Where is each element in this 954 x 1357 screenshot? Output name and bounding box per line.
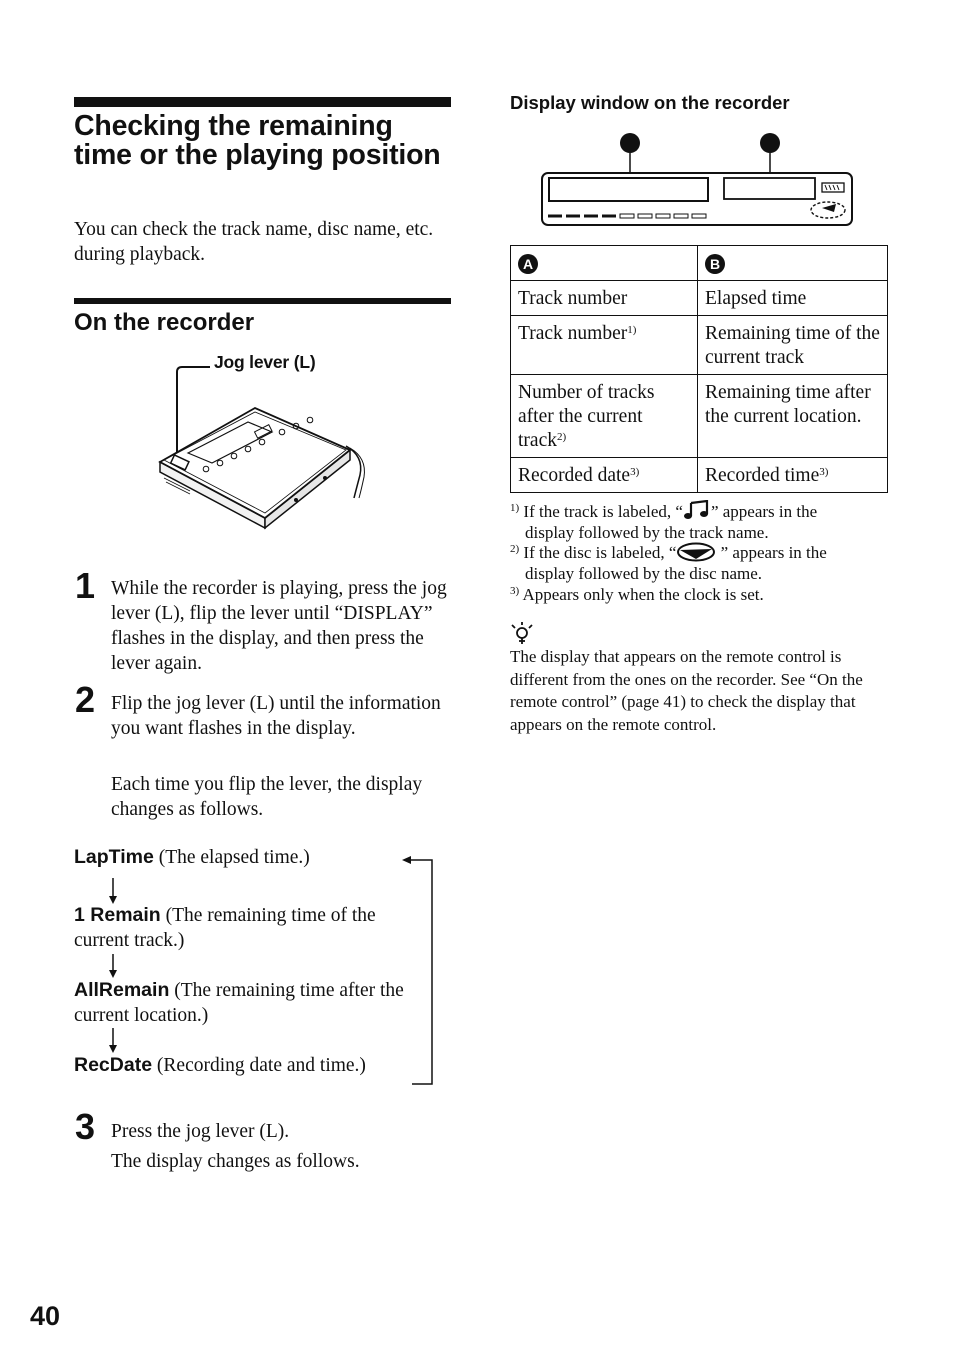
cell-text: Recorded time [705,465,820,486]
sequence-name: AllRemain [74,979,170,1001]
display-window-title: Display window on the recorder [510,92,790,113]
footnote-text: Appears only when the clock is set. [522,585,764,604]
sequence-desc: (The remaining time after the current location.) [74,980,404,1026]
cell-footnote-mark: 3) [630,466,640,478]
sequence-desc: (Recording date and time.) [156,1055,366,1076]
sequence-desc: (The elapsed time.) [158,847,310,868]
table-cell [698,458,888,493]
table-cell [698,281,888,316]
table-header-b [698,246,888,281]
footnote-mark: 2) [510,543,520,555]
sequence-name: 1 Remain [74,904,161,926]
table-cell [511,281,698,316]
cell-footnote-mark: 2) [556,431,567,443]
step-1-number: 1 [75,565,96,606]
footnote-2 [510,542,890,584]
sequence-name: LapTime [74,846,154,868]
display-window-diagram [540,132,860,232]
badge-a: A [518,254,538,274]
section-rule [74,298,451,304]
cell-text: Elapsed time [705,288,807,309]
cell-text: Remaining time of the current track [705,323,880,368]
footnote-3 [510,584,890,605]
step-2-number: 2 [75,679,96,720]
table-cell [511,458,698,493]
table-header-row [511,246,888,281]
table-row [511,458,888,493]
heading-rule [74,97,451,107]
footnote-1 [510,500,890,543]
display-table [510,245,888,493]
table-row [511,316,888,375]
table-row [511,375,888,458]
footnote-text: display followed by the disc name. [525,564,763,583]
table-cell [698,375,888,458]
cell-text: Track number [518,323,628,344]
footnote-text: ” appears in the [710,502,818,521]
footnote-text: If the disc is labeled, “ [523,543,677,562]
page-heading: Checking the remaining time or the playing position [74,110,441,171]
lightbulb-icon [510,622,534,646]
sequence-desc: (The remaining time of the current track.) [74,905,376,951]
step-2-note: Each time you flip the lever, the display changes as follows. [111,774,423,820]
table-row [511,281,888,316]
table-cell [511,375,698,458]
table-header-a [511,246,698,281]
footnote-text: display followed by the track name. [525,523,769,542]
footnote-text: If the track is labeled, “ [523,502,683,521]
step-3-text: Press the jog lever (L). [111,1121,290,1142]
footnote-text: ” appears in the [716,543,827,562]
page-number: 40 [30,1301,61,1331]
cell-text: Recorded date [518,465,631,486]
footnote-mark: 3) [510,585,520,597]
badge-b: B [705,254,725,274]
disc-icon [676,542,716,562]
step-3-note: The display changes as follows. [111,1151,360,1172]
cell-text: Track number [518,288,628,309]
recorder-illustration [150,350,380,535]
cell-footnote-mark: 1) [627,324,637,336]
jog-lever-label: Jog lever (L) [214,352,316,372]
cell-footnote-mark: 3) [819,466,829,478]
footnote-mark: 1) [510,502,520,514]
cell-text: Number of tracks after the current track [518,382,655,451]
table-cell [698,316,888,375]
hint-text: The display that appears on the remote control is different from the ones on the recorder. See “On the remote control” (page 41) to check the display that appears on the remote control. [510,647,863,734]
sequence-name: RecDate [74,1054,153,1076]
section-title: On the recorder [74,309,255,336]
music-note-icon [683,500,711,520]
table-cell [511,316,698,375]
step-2-text: Flip the jog lever (L) until the information you want flashes in the display. [111,693,441,739]
sequence-arrows [100,850,440,1090]
cell-text: Remaining time after the current location. [705,382,871,427]
step-1-text: While the recorder is playing, press the jog lever (L), flip the lever until “DISPLAY” flashes in the display, and then press the lever again. [111,578,447,674]
intro-text: You can check the track name, disc name, etc. during playback. [74,219,434,265]
step-3-number: 3 [75,1106,96,1147]
